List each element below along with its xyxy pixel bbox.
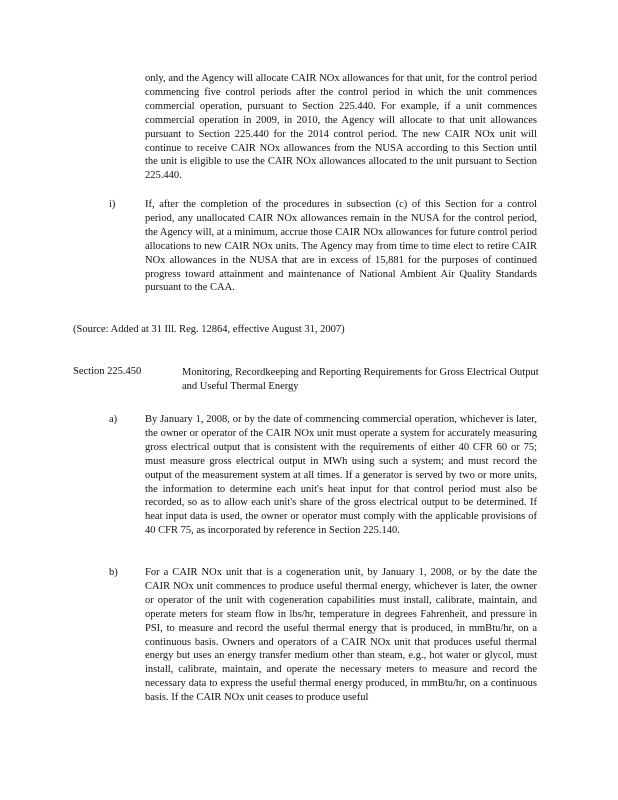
paragraph-i-label: i)	[109, 199, 116, 210]
paragraph-i-text: If, after the completion of the procedures in subsection (c) of this Section for a control period, any unallocated CAIR NOx allowances remain in the NUSA for the control period, the Agency will, at a minimum, accrue those CAIR NOx allowances for future control period allocations to new CAIR NOx units. The Agency may from time to time elect to retire CAIR NOx allowances in the NUSA that are in excess of 15,881 for the purposes of continued progress toward attainment and maintenance of National Ambient Air Quality Standards pursuant to the CAA.	[145, 199, 537, 294]
source-note: (Source: Added at 31 Ill. Reg. 12864, effective August 31, 2007)	[73, 324, 345, 335]
paragraph-a-label: a)	[109, 414, 118, 425]
section-number: Section 225.450	[73, 366, 142, 377]
section-title: Monitoring, Recordkeeping and Reporting Requirements for Gross Electrical Output and Useful Thermal Energy	[182, 367, 539, 392]
paragraph-b-text: For a CAIR NOx unit that is a cogeneration unit, by January 1, 2008, or by the date the CAIR NOx unit commences to produce useful thermal energy, whichever is later, the owner or operator of the unit with cogeneration capabilities must install, calibrate, maintain, and operate meters for steam flow in lbs/hr, temperature in degrees Fahrenheit, and pressure in PSI, to measure and record the useful thermal energy that is produced, in mmBtu/hr, on a continuous basis. Owners and operators of a CAIR NOx unit that produces useful thermal energy but uses an energy transfer medium other than steam, e.g., hot water or glycol, must install, calibrate, maintain, and operate the necessary meters to measure and record the necessary data to express the useful thermal energy produced, in mmBtu/hr, on a continuous basis. If the CAIR NOx unit ceases to produce useful	[145, 567, 537, 704]
paragraph-h-continuation: only, and the Agency will allocate CAIR NOx allowances for that unit, for the control period commencing five control periods after the control period in which the unit commences commercial operation, pursuant to Section 225.440. For example, if a unit commences commercial operation in 2009, in 2010, the Agency will allocate to that unit allowances pursuant to Section 225.440 for the 2014 control period. The new CAIR NOx unit will continue to receive CAIR NOx allowances from the NUSA according to this Section until the unit is eligible to use the CAIR NOx allowances allocated to the unit pursuant to Section 225.440.	[145, 73, 537, 182]
paragraph-a-text: By January 1, 2008, or by the date of commencing commercial operation, whichever is later, the owner or operator of the CAIR NOx unit must operate a system for accurately measuring gross electrical output that is consistent with the requirements of either 40 CFR 60 or 75; must measure gross electrical output in MWh using such a system; and must record the output of the measurement system at all times. If a generator is served by two or more units, the information to determine each unit's heat input for that control period must also be recorded, so as to allow each unit's share of the gross electrical output to be determined. If heat input data is used, the owner or operator must comply with the applicable provisions of 40 CFR 75, as incorporated by reference in Section 225.140.	[145, 414, 537, 537]
paragraph-b-label: b)	[109, 567, 118, 578]
